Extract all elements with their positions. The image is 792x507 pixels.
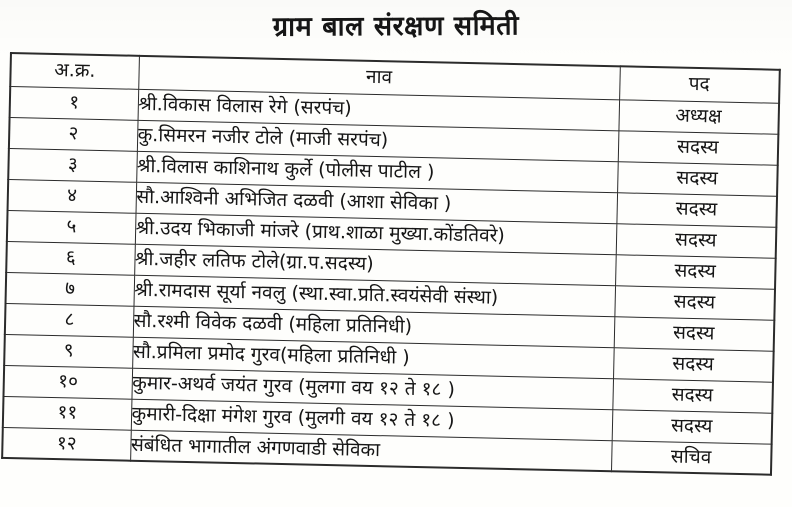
name-cell: कुमारी-दिक्षा मंगेश गुरव (मुलगी वय १२ ते १८ )	[131, 399, 613, 440]
serial-cell: ३	[8, 148, 137, 182]
name-cell: श्री.उदय भिकाजी मांजरे (प्राथ.शाळा मुख्या.कोंडतिवरे)	[135, 213, 617, 254]
header-serial-cell: अ.क्र.	[10, 53, 139, 89]
serial-cell: १२	[2, 427, 131, 461]
post-cell: सदस्य	[616, 192, 777, 226]
post-cell: सदस्य	[614, 285, 775, 319]
serial-cell: १	[10, 86, 139, 120]
serial-cell: ६	[6, 241, 135, 275]
serial-cell: ९	[4, 334, 133, 368]
post-cell: सदस्य	[614, 316, 775, 350]
post-cell: सदस्य	[615, 254, 776, 288]
committee-table	[1, 52, 781, 476]
page-title: ग्राम बाल संरक्षण समिती	[272, 10, 520, 43]
serial-cell: ५	[7, 210, 136, 244]
post-cell: सचिव	[611, 440, 772, 474]
header-post-cell: पद	[619, 66, 780, 102]
post-cell: अध्यक्ष	[618, 99, 779, 133]
post-cell: सदस्य	[612, 409, 773, 443]
name-cell: श्री.रामदास सूर्या नवलु (स्था.स्वा.प्रति.स्वयंसेवी संस्था)	[133, 275, 615, 316]
post-cell: सदस्य	[613, 347, 774, 381]
name-cell: सौ.आश्विनी अभिजित दळवी (आशा सेविका )	[136, 182, 618, 223]
name-cell: श्री.जहीर लतिफ टोले(ग्रा.प.सदस्य)	[134, 244, 616, 285]
name-cell: श्री.विलास काशिनाथ कुर्ले (पोलीस पाटील )	[136, 151, 618, 192]
serial-cell: ८	[5, 303, 134, 337]
serial-cell: १०	[3, 365, 132, 399]
post-cell: सदस्य	[616, 223, 777, 257]
post-cell: सदस्य	[612, 378, 773, 412]
serial-cell: ११	[3, 396, 132, 430]
serial-cell: ७	[6, 272, 135, 306]
name-cell: सौ.रश्मी विवेक दळवी (महिला प्रतिनिधी)	[133, 306, 615, 347]
name-cell: सौ.प्रमिला प्रमोद गुरव(महिला प्रतिनिधी )	[132, 337, 614, 378]
serial-cell: ४	[8, 179, 137, 213]
name-cell: कुमार-अथर्व जयंत गुरव (मुलगा वय १२ ते १८ )	[131, 368, 613, 409]
name-cell: संबंधित भागातील अंगणवाडी सेविका	[130, 430, 612, 471]
post-cell: सदस्य	[617, 161, 778, 195]
name-cell: कु.सिमरन नजीर टोले (माजी सरपंच)	[137, 120, 619, 161]
serial-cell: २	[9, 117, 138, 151]
header-name-cell: नाव	[138, 56, 620, 99]
name-cell: श्री.विकास विलास रेगे (सरपंच)	[138, 89, 620, 130]
post-cell: सदस्य	[618, 130, 779, 164]
table-skew-wrapper	[1, 52, 781, 476]
